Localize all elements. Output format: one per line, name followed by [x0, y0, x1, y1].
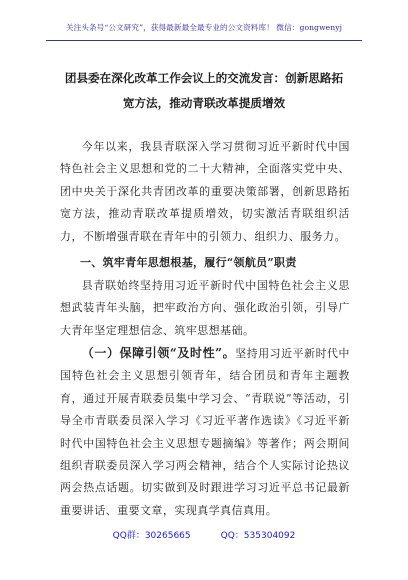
footer-contact — [0, 528, 408, 541]
header-divider — [46, 40, 362, 41]
intro-paragraph: 今年以来，我县青联深入学习贯彻习近平新时代中国特色社会主义思想和党的二十大精神，全面落实党中央、团中央关于深化共青团改革的重要决策部署，创新思路拓宽方法，推动青联改革提质增效，切实激活青联组织活力，不断增强青联在青年中的引领力、组织力、服务力。 — [60, 140, 350, 243]
section-1-paragraph: 县青联始终坚持用习近平新时代中国特色社会主义思想武装青年头脑，把牢政治方向、强化政治引领，引导广大青年坚定理想信念、筑牢思想基础。 — [60, 279, 350, 337]
subsection-1-body: 坚持用习近平新时代中国特色社会主义思想引领青年，结合团员和青年主题教育，通过开展青联委员集中学习会、“青联说”等活动，引导全市青联委员深入学习《习近平著作选读》《习近平新时代中国特色社会主义思想专题摘编》等著作；两会期间组织青联委员深入学习两会精神，结合个人实际讨论热议两会热点话题。切实做到及时跟进学习习近平总书记最新重要讲话、重要文章，实现真学真信真用。 — [60, 347, 350, 517]
header-banner: 关注头条号“公文研究”，获得最新最全最专业的公文资料库！ 微信：gongwenyj — [65, 23, 343, 32]
footer-qq: QQ：535304092 — [220, 531, 296, 541]
footer-qq-group: QQ群：30265665 — [112, 531, 191, 541]
subsection-1-paragraph — [60, 342, 350, 522]
section-heading-1: 一、筑牢青年思想根基，履行“领航员”职责 — [80, 256, 297, 269]
document-title: 团县委在深化改革工作会议上的交流发言：创新思路拓宽方法，推动青联改革提质增效 — [64, 71, 344, 110]
subsection-heading-1: （一）保障引领“及时性”。 — [81, 346, 236, 360]
